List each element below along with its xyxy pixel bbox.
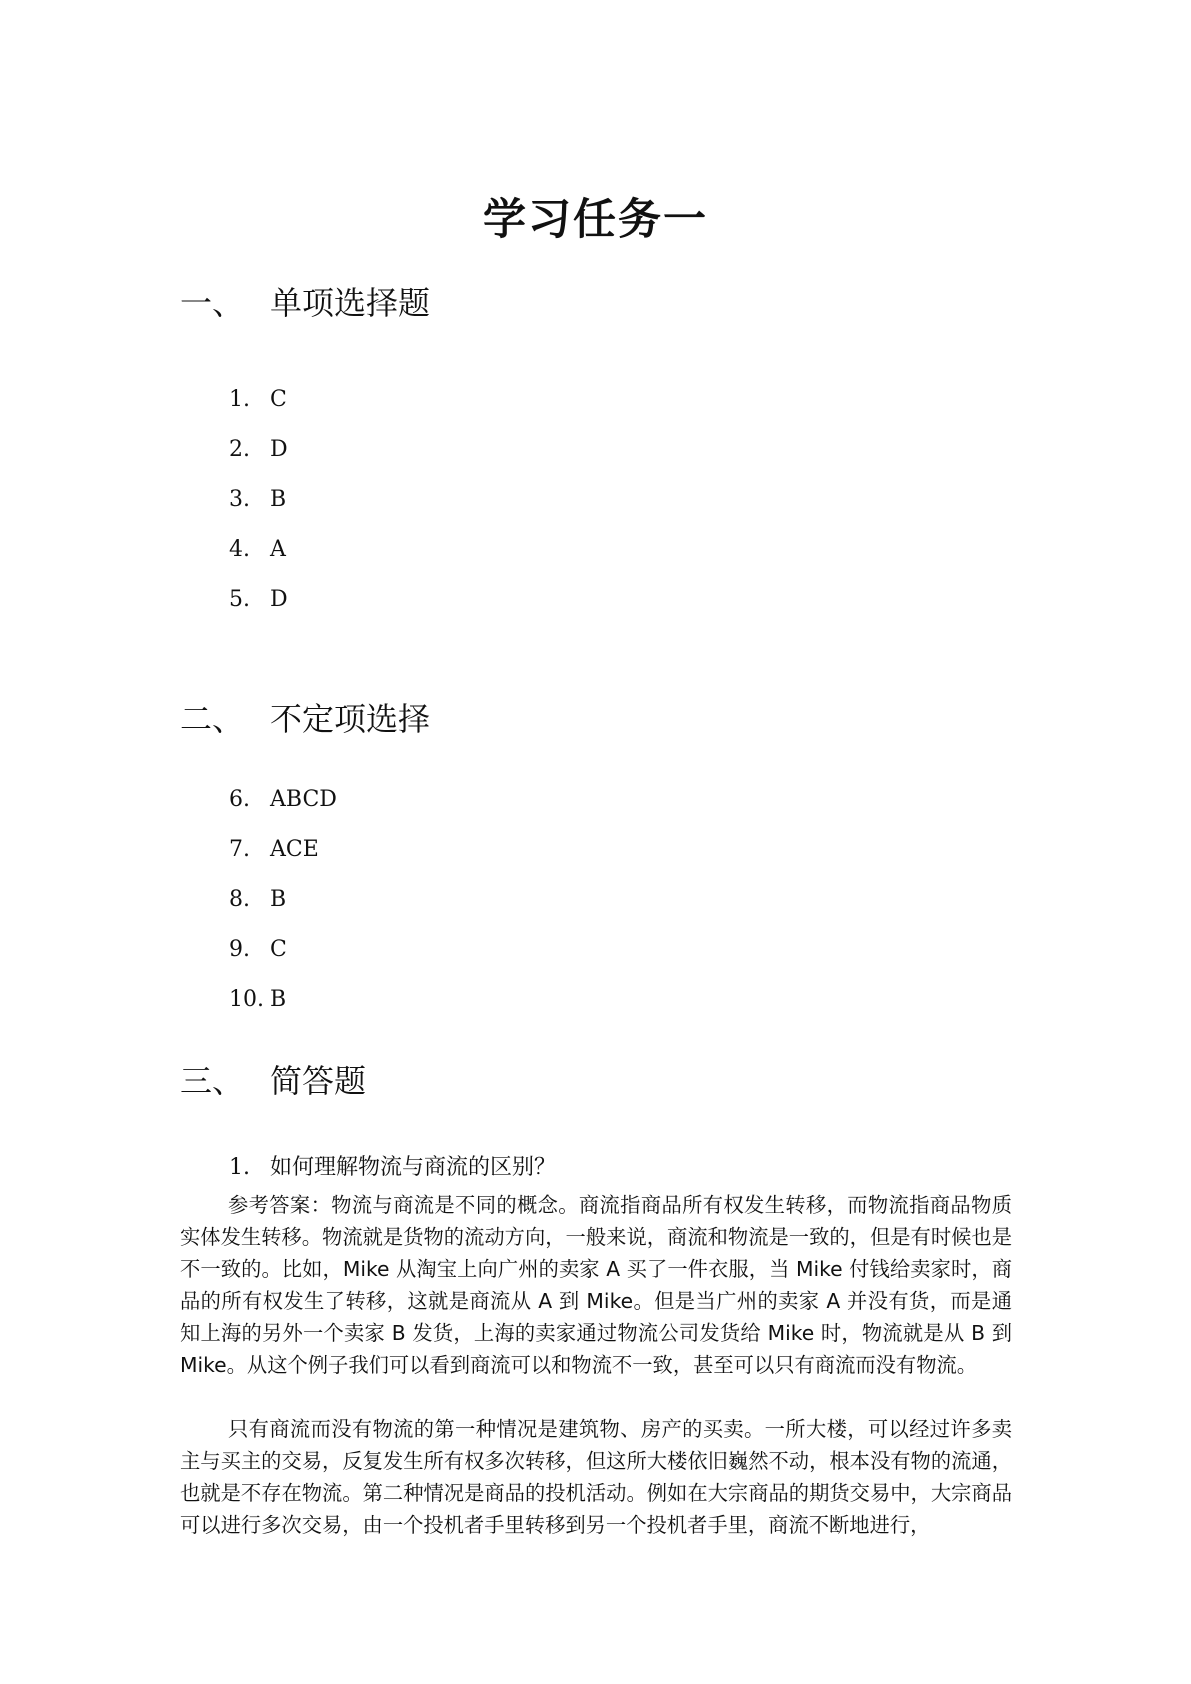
answer-item <box>229 837 319 862</box>
section-title: 单项选择题 <box>270 284 431 322</box>
answer-value: ACE <box>270 837 319 862</box>
answer-paragraph: 只有商流而没有物流的第一种情况是建筑物、房产的买卖。一所大楼，可以经过许多卖主与买主的交易，反复发生所有权多次转移，但这所大楼依旧巍然不动，根本没有物的流通，也就是不存在物流。第二种情况是商品的投机活动。例如在大宗商品的期货交易中，大宗商品可以进行多次交易，由一个投机者手里转移到另一个投机者手里，商流不断地进行， <box>180 1417 1012 1537</box>
answer-value: C <box>270 937 287 962</box>
answer-index: 9. <box>229 937 250 962</box>
answer-index: 3. <box>229 487 250 512</box>
section-number: 一、 <box>180 284 245 322</box>
answer-value: D <box>270 437 288 462</box>
answer-value: A <box>270 537 286 562</box>
section-heading-multiple-choice <box>180 694 430 740</box>
section-heading-single-choice <box>180 278 430 324</box>
question-index: 1. <box>229 1155 250 1180</box>
answer-value: B <box>270 887 287 912</box>
answer-item <box>229 587 288 612</box>
answer-index: 8. <box>229 887 250 912</box>
answer-item <box>229 387 287 412</box>
answer-index: 2. <box>229 437 250 462</box>
answer-item <box>229 537 286 562</box>
section-number: 二、 <box>180 700 245 738</box>
answer-index: 1. <box>229 387 250 412</box>
question-text: 如何理解物流与商流的区别？ <box>270 1155 557 1180</box>
answer-value: C <box>270 387 287 412</box>
answer-value: B <box>270 487 287 512</box>
section-title: 简答题 <box>270 1062 367 1100</box>
answer-index: 10. <box>229 987 264 1012</box>
answer-value: ABCD <box>270 787 337 812</box>
answer-item <box>229 437 288 462</box>
answer-index: 4. <box>229 537 250 562</box>
answer-value: D <box>270 587 288 612</box>
answer-index: 6. <box>229 787 250 812</box>
short-answer-question <box>229 1150 556 1181</box>
answer-item <box>229 887 286 912</box>
answer-value: B <box>270 987 287 1012</box>
document-title: 学习任务一 <box>483 195 708 245</box>
answer-item <box>229 937 287 962</box>
section-number: 三、 <box>180 1062 245 1100</box>
answer-index: 7. <box>229 837 250 862</box>
section-heading-short-answer <box>180 1056 366 1102</box>
answer-item <box>229 487 286 512</box>
answer-item <box>229 787 337 812</box>
answer-paragraph: 参考答案：物流与商流是不同的概念。商流指商品所有权发生转移，而物流指商品物质实体发生转移。物流就是货物的流动方向，一般来说，商流和物流是一致的，但是有时候也是不一致的。比如，Mike 从淘宝上向广州的卖家 A 买了一件衣服，当 Mike 付钱给卖家时，商品的所有权发生了转移，这就是商流从 A 到 Mike。但是当广州的卖家 A 并没有货，而是通知上海的另外一个卖家 B 发货，上海的卖家通过物流公司发货给 Mike 时，物流就是从 B 到 Mike。从这个例子我们可以看到商流可以和物流不一致，甚至可以只有商流而没有物流。 <box>180 1193 1012 1377</box>
answer-index: 5. <box>229 587 250 612</box>
section-title: 不定项选择 <box>270 700 431 738</box>
answer-item <box>229 987 286 1012</box>
